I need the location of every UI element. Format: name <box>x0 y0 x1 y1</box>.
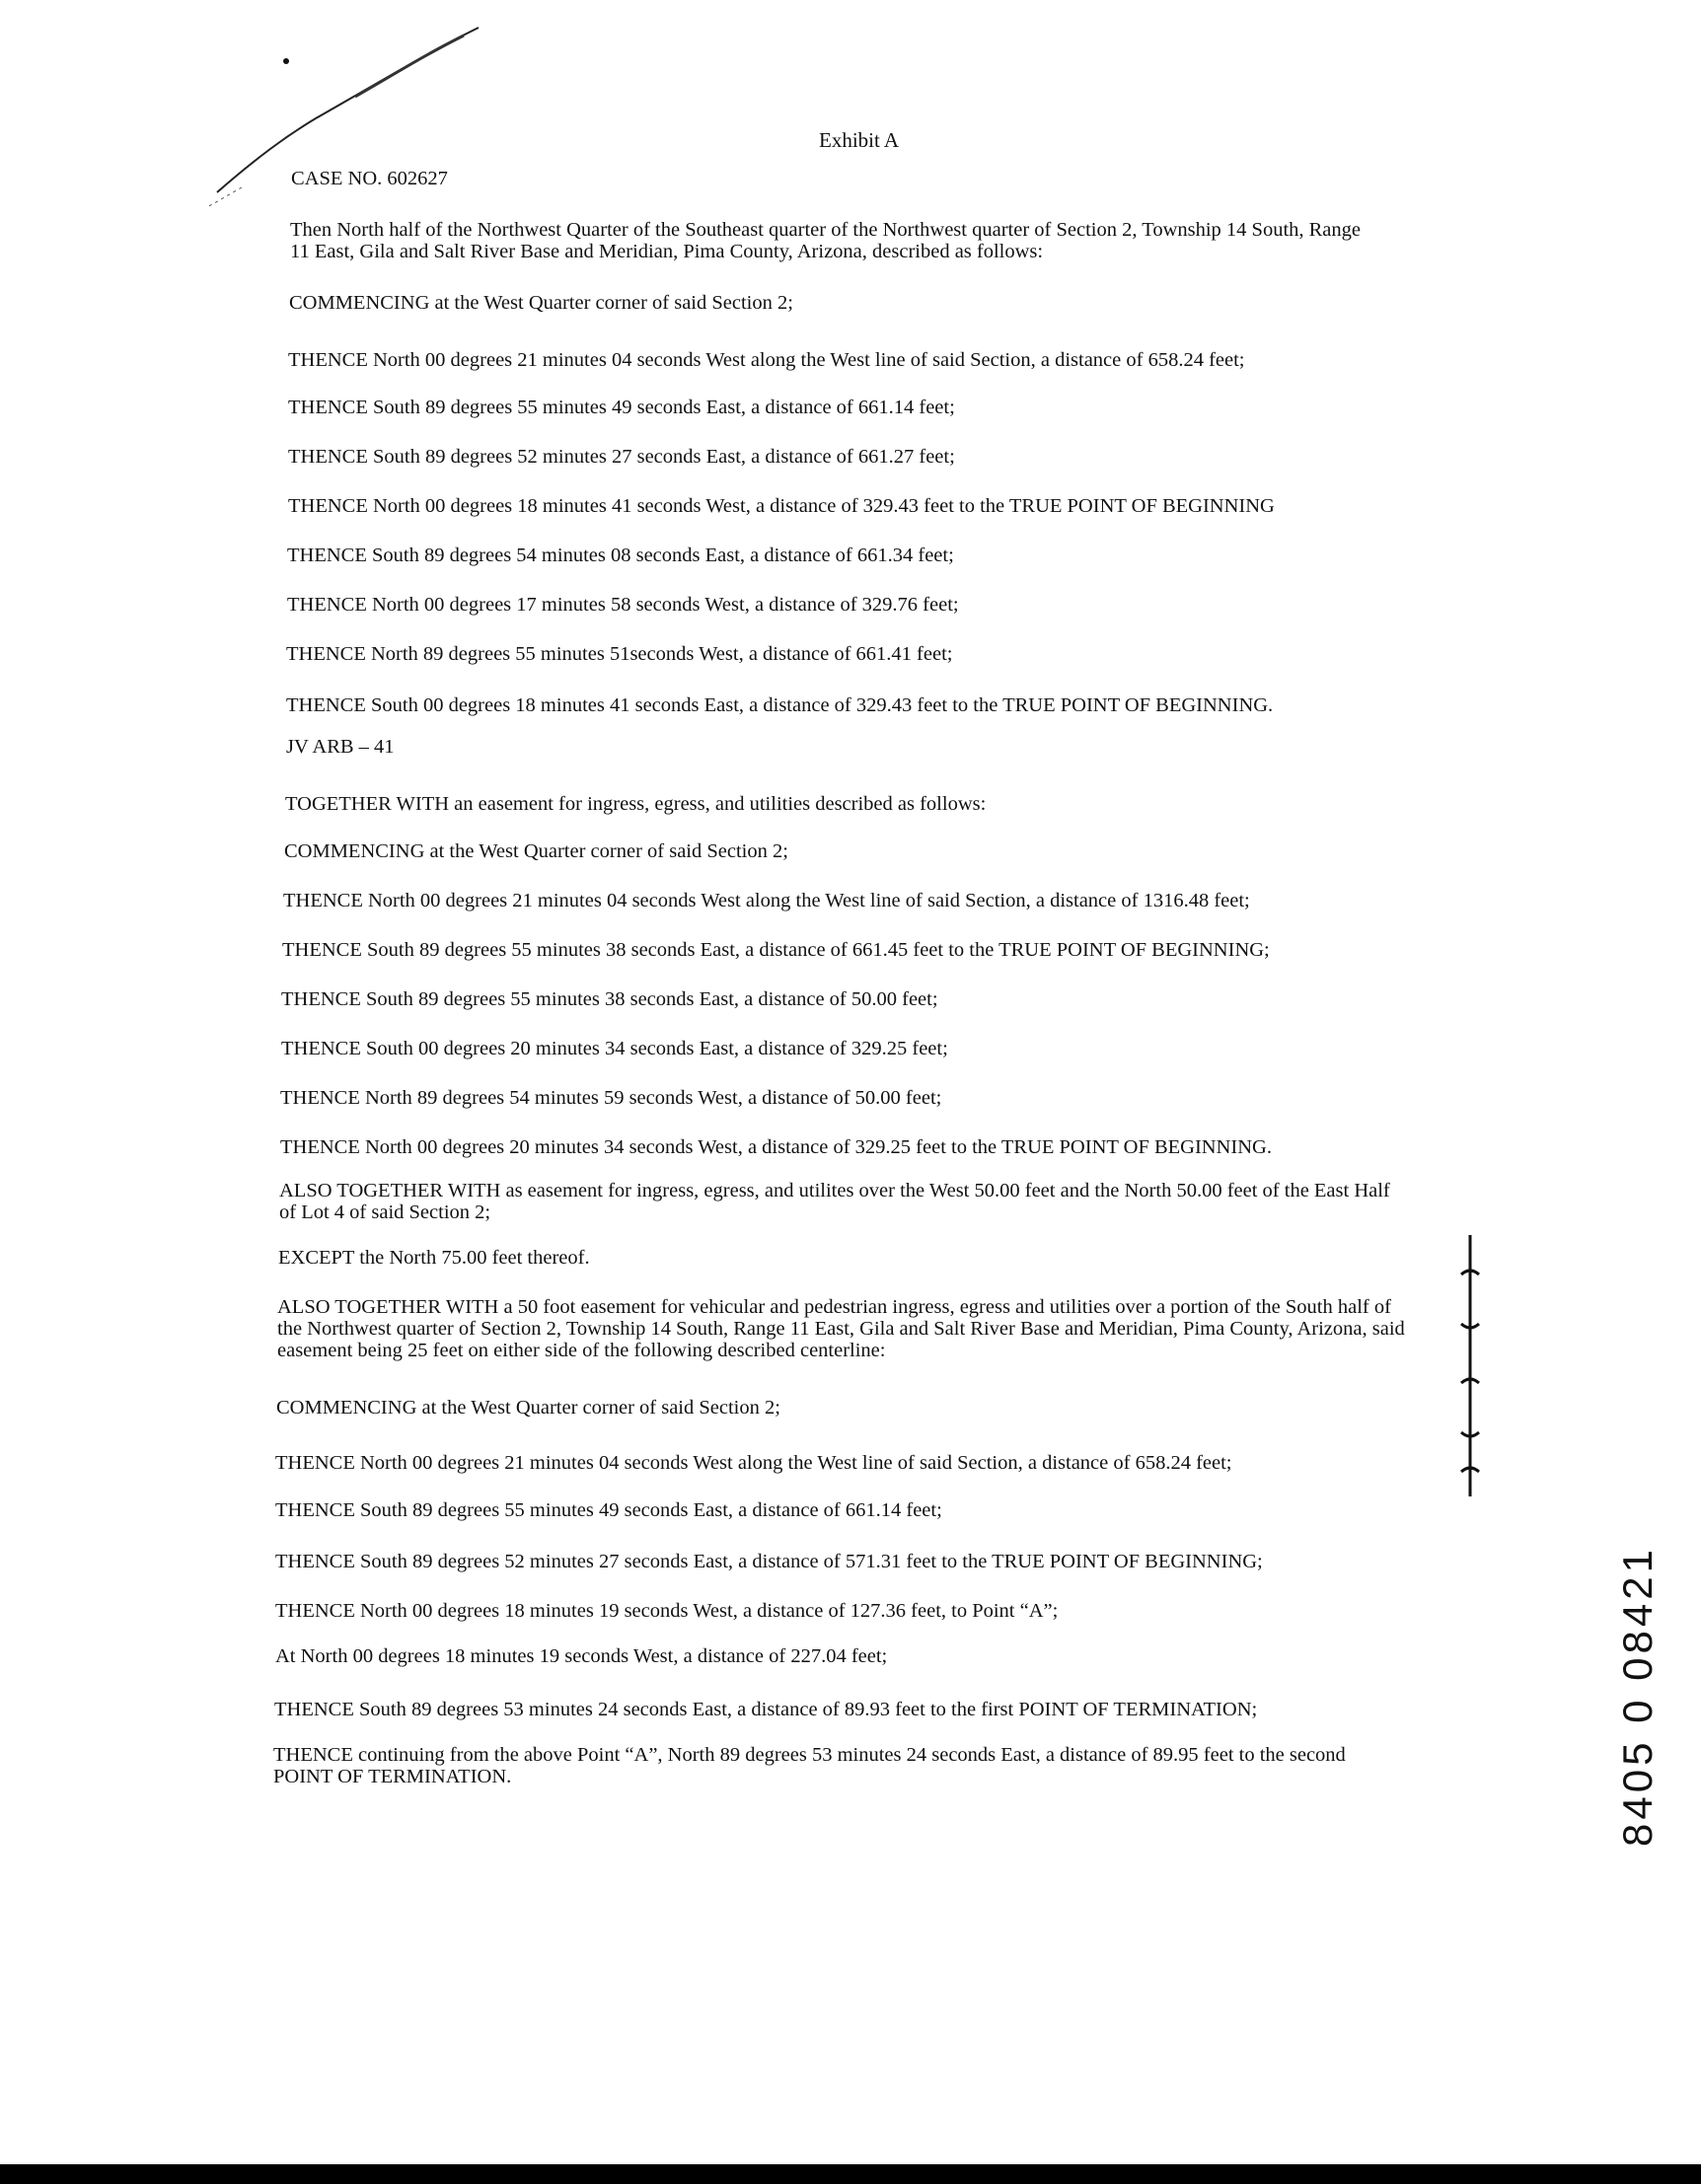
thence-line: THENCE South 00 degrees 18 minutes 41 seconds East, a distance of 329.43 feet to the TRUE POINT OF BEGINNING. <box>286 694 1274 716</box>
thence-line: THENCE North 00 degrees 21 minutes 04 seconds West along the West line of said Section, a distance of 658.24 feet; <box>288 349 1245 371</box>
commencing-line: COMMENCING at the West Quarter corner of said Section 2; <box>284 840 788 862</box>
thence-line: THENCE South 00 degrees 20 minutes 34 seconds East, a distance of 329.25 feet; <box>281 1038 948 1059</box>
thence-line: THENCE South 89 degrees 55 minutes 49 seconds East, a distance of 661.14 feet; <box>288 397 955 418</box>
thence-line: THENCE North 00 degrees 18 minutes 19 seconds West, a distance of 127.36 feet, to Point “A”; <box>275 1600 1059 1622</box>
thence-line: THENCE North 00 degrees 17 minutes 58 seconds West, a distance of 329.76 feet; <box>287 594 959 616</box>
commencing-line: COMMENCING at the West Quarter corner of said Section 2; <box>276 1397 780 1419</box>
margin-stamp-text: 8405 0 08421 <box>1614 1546 1661 1847</box>
thence-line: THENCE North 00 degrees 20 minutes 34 seconds West, a distance of 329.25 feet to the TRUE POINT OF BEGINNING. <box>280 1136 1272 1158</box>
thence-line: THENCE South 89 degrees 53 minutes 24 seconds East, a distance of 89.93 feet to the first POINT OF TERMINATION; <box>274 1699 1258 1720</box>
scan-bottom-edge <box>0 2164 1701 2184</box>
thence-line: THENCE North 89 degrees 55 minutes 51seconds West, a distance of 661.41 feet; <box>286 643 953 665</box>
legal-description-intro: Then North half of the Northwest Quarter of the Southeast quarter of the Northwest quarter of Section 2, Township 14 South, Range 11 East, Gila and Salt River Base and Meridian, Pima County, Arizona, described as follows: <box>290 219 1362 262</box>
thence-line: THENCE South 89 degrees 55 minutes 38 seconds East, a distance of 661.45 feet to the TRUE POINT OF BEGINNING; <box>282 939 1270 961</box>
easement-line: ALSO TOGETHER WITH as easement for ingress, egress, and utilites over the West 50.00 feet and the North 50.00 feet of the East Half of Lot 4 of said Section 2; <box>279 1180 1390 1223</box>
thence-line: THENCE North 89 degrees 54 minutes 59 seconds West, a distance of 50.00 feet; <box>280 1087 942 1109</box>
thence-line: THENCE North 00 degrees 21 minutes 04 seconds West along the West line of said Section, a distance of 1316.48 feet; <box>283 890 1250 911</box>
case-number: CASE NO. 602627 <box>291 168 448 189</box>
thence-line: THENCE South 89 degrees 55 minutes 49 seconds East, a distance of 661.14 feet; <box>275 1499 942 1521</box>
thence-line: THENCE South 89 degrees 52 minutes 27 seconds East, a distance of 571.31 feet to the TRUE POINT OF BEGINNING; <box>275 1551 1263 1572</box>
margin-signature-mark <box>1455 1235 1485 1496</box>
thence-line: THENCE North 00 degrees 21 minutes 04 seconds West along the West line of said Section, a distance of 658.24 feet; <box>275 1452 1232 1474</box>
easement-line: TOGETHER WITH an easement for ingress, egress, and utilities described as follows: <box>285 793 987 815</box>
at-line: At North 00 degrees 18 minutes 19 seconds West, a distance of 227.04 feet; <box>275 1645 888 1667</box>
thence-line: THENCE South 89 degrees 54 minutes 08 seconds East, a distance of 661.34 feet; <box>287 545 954 566</box>
thence-line: THENCE North 00 degrees 18 minutes 41 seconds West, a distance of 329.43 feet to the TRUE POINT OF BEGINNING <box>288 495 1275 517</box>
margin-stamp-number <box>1596 1546 1661 1847</box>
exception-line: EXCEPT the North 75.00 feet thereof. <box>278 1247 590 1269</box>
thence-line: THENCE continuing from the above Point “A”, North 89 degrees 53 minutes 24 seconds East, a distance of 89.95 feet to the second POINT OF TERMINATION. <box>273 1744 1346 1787</box>
parcel-reference: JV ARB – 41 <box>286 736 395 758</box>
easement-line: ALSO TOGETHER WITH a 50 foot easement for vehicular and pedestrian ingress, egress and utilities over a portion of the South half of the Northwest quarter of Section 2, Township 14 South, Range 11 East, Gila and Salt River Base and Meridian, Pima County, Arizona, said easement being 25 feet on either side of the following described centerline: <box>277 1296 1405 1361</box>
thence-line: THENCE South 89 degrees 52 minutes 27 seconds East, a distance of 661.27 feet; <box>288 446 955 468</box>
exhibit-title: Exhibit A <box>819 128 900 152</box>
thence-line: THENCE South 89 degrees 55 minutes 38 seconds East, a distance of 50.00 feet; <box>281 988 938 1010</box>
commencing-line: COMMENCING at the West Quarter corner of said Section 2; <box>289 292 793 314</box>
